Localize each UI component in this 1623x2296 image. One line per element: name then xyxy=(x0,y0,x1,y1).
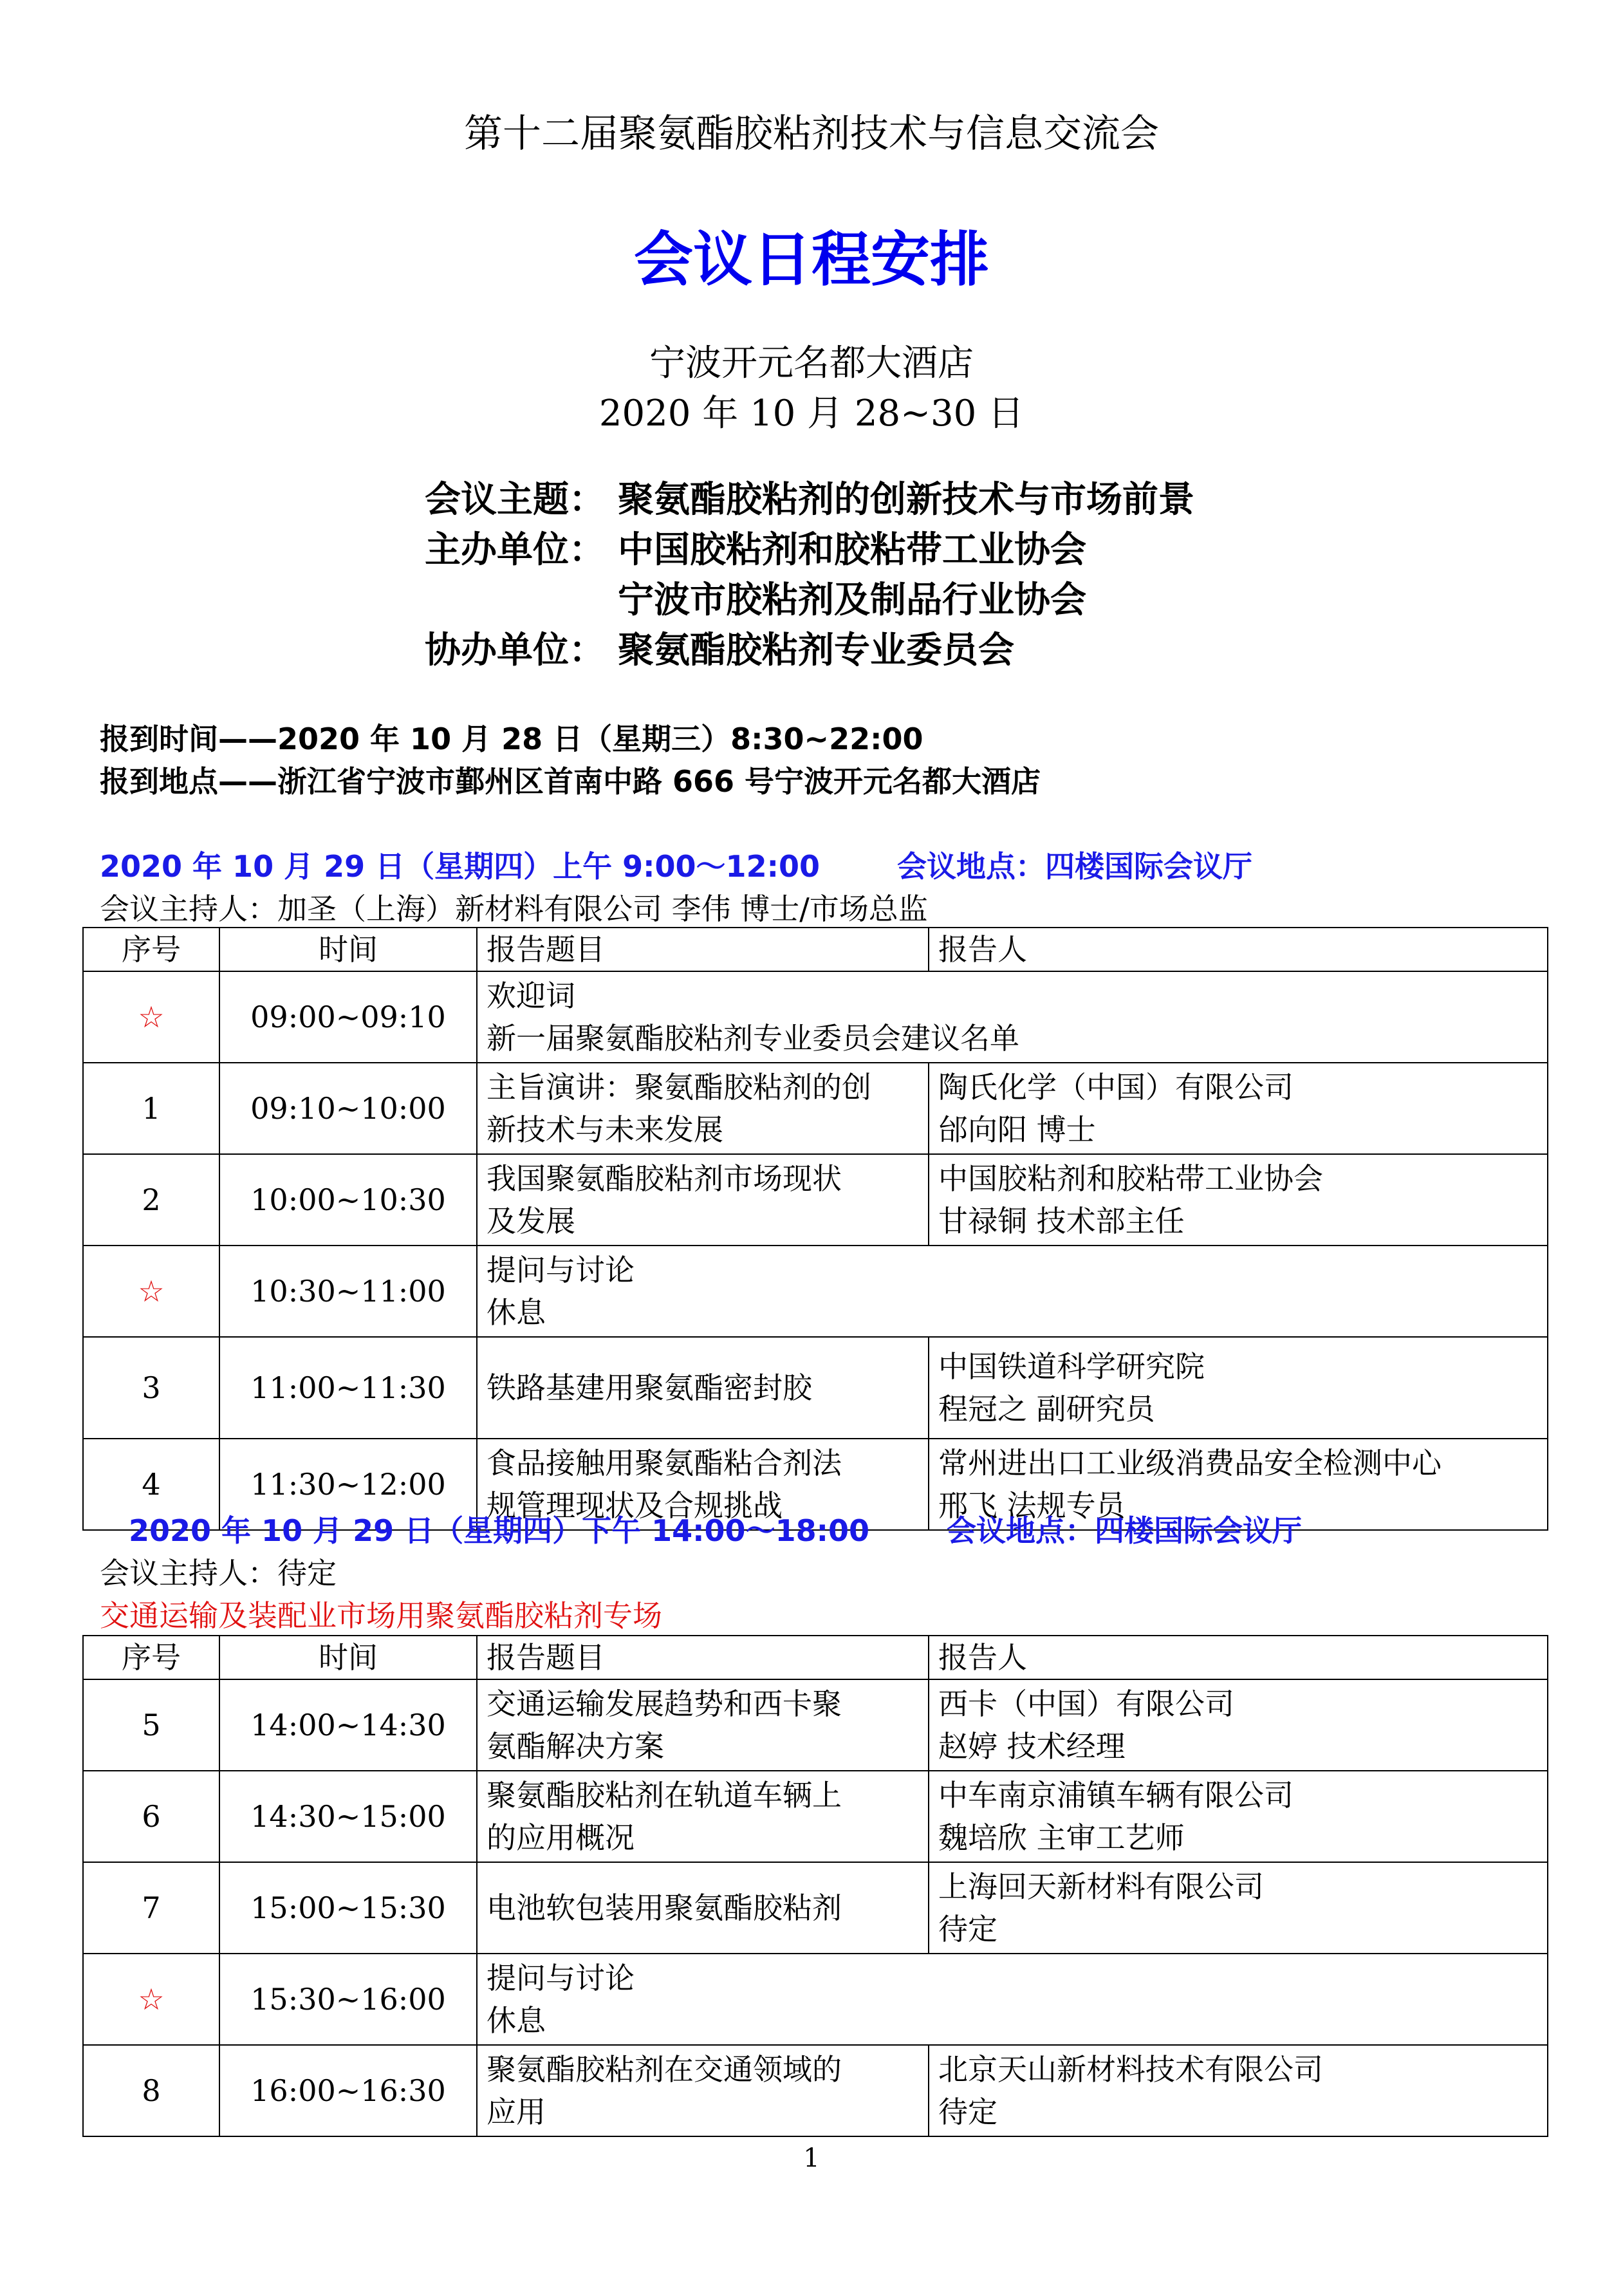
row-time: 15:00~15:30 xyxy=(219,1862,477,1954)
session2-date: 2020 年 10 月 29 日（星期四）下午 14:00～18:00 xyxy=(129,1513,869,1548)
theme-line xyxy=(425,471,1194,523)
row-topic: 提问与讨论 休息 xyxy=(477,1246,1548,1337)
row-number: 3 xyxy=(83,1337,219,1439)
theme-value: 聚氨酯胶粘剂的创新技术与市场前景 xyxy=(618,479,1194,521)
star-icon: ☆ xyxy=(83,1246,219,1337)
row-topic: 我国聚氨酯胶粘剂市场现状 及发展 xyxy=(477,1154,929,1246)
table-row xyxy=(83,2045,1548,2136)
row-time: 11:30~12:00 xyxy=(219,1439,477,1530)
row-number: 5 xyxy=(83,1679,219,1771)
row-number: 4 xyxy=(83,1439,219,1530)
row-time: 14:30~15:00 xyxy=(219,1771,477,1862)
row-topic: 铁路基建用聚氨酯密封胶 xyxy=(477,1337,929,1439)
row-number: 7 xyxy=(83,1862,219,1954)
row-topic: 聚氨酯胶粘剂在交通领域的 应用 xyxy=(477,2045,929,2136)
table-header-row xyxy=(83,1636,1548,1679)
session1-heading xyxy=(100,843,1252,886)
row-topic: 电池软包装用聚氨酯胶粘剂 xyxy=(477,1862,929,1954)
venue: 宁波开元名都大酒店 xyxy=(649,342,974,384)
coorganizer-label: 协办单位： xyxy=(425,630,605,671)
table-row xyxy=(83,1679,1548,1771)
organizer-value-1: 中国胶粘剂和胶粘带工业协会 xyxy=(618,529,1086,571)
conference-dates: 2020 年 10 月 28~30 日 xyxy=(598,393,1025,434)
row-topic: 交通运输发展趋势和西卡聚 氨酯解决方案 xyxy=(477,1679,929,1771)
row-number: 1 xyxy=(83,1063,219,1154)
table-row xyxy=(83,1337,1548,1439)
col-time-header: 时间 xyxy=(219,928,477,971)
row-time: 14:00~14:30 xyxy=(219,1679,477,1771)
table-row xyxy=(83,1154,1548,1246)
col-topic-header: 报告题目 xyxy=(477,1636,929,1679)
col-num-header: 序号 xyxy=(83,928,219,971)
registration-time: 报到时间——2020 年 10 月 28 日（星期三）8:30~22:00 xyxy=(100,722,923,756)
organizer-value-2: 宁波市胶粘剂及制品行业协会 xyxy=(618,579,1086,621)
table-header-row xyxy=(83,928,1548,971)
row-speaker: 北京天山新材料技术有限公司 待定 xyxy=(929,2045,1548,2136)
row-time: 11:00~11:30 xyxy=(219,1337,477,1439)
row-number: 6 xyxy=(83,1771,219,1862)
star-icon: ☆ xyxy=(83,971,219,1063)
col-speaker-header: 报告人 xyxy=(929,928,1548,971)
organizer-label: 主办单位： xyxy=(425,529,605,571)
page-number: 1 xyxy=(803,2143,820,2173)
session2-location: 会议地点：四楼国际会议厅 xyxy=(947,1513,1302,1548)
conference-title: 第十二届聚氨酯胶粘剂技术与信息交流会 xyxy=(464,111,1159,156)
schedule-title: 会议日程安排 xyxy=(633,225,989,294)
row-speaker: 上海回天新材料有限公司 待定 xyxy=(929,1862,1548,1954)
row-speaker: 陶氏化学（中国）有限公司 邰向阳 博士 xyxy=(929,1063,1548,1154)
row-time: 09:10~10:00 xyxy=(219,1063,477,1154)
organizer-line xyxy=(425,521,1086,573)
table-row xyxy=(83,1063,1548,1154)
session2-host: 会议主持人：待定 xyxy=(100,1556,337,1591)
star-icon: ☆ xyxy=(83,1954,219,2045)
table-row xyxy=(83,1862,1548,1954)
table-row xyxy=(83,1954,1548,2045)
table-row xyxy=(83,1246,1548,1337)
row-speaker: 西卡（中国）有限公司 赵婷 技术经理 xyxy=(929,1679,1548,1771)
row-topic: 聚氨酯胶粘剂在轨道车辆上 的应用概况 xyxy=(477,1771,929,1862)
row-time: 16:00~16:30 xyxy=(219,2045,477,2136)
table-row xyxy=(83,1771,1548,1862)
organizer-line-2 xyxy=(425,572,1086,623)
col-speaker-header: 报告人 xyxy=(929,1636,1548,1679)
row-topic: 提问与讨论 休息 xyxy=(477,1954,1548,2045)
col-topic-header: 报告题目 xyxy=(477,928,929,971)
row-number: 8 xyxy=(83,2045,219,2136)
row-topic: 食品接触用聚氨酯粘合剂法 规管理现状及合规挑战 xyxy=(477,1439,929,1530)
coorganizer-line xyxy=(425,622,1014,673)
session2-track: 交通运输及装配业市场用聚氨酯胶粘剂专场 xyxy=(100,1598,662,1633)
row-speaker: 常州进出口工业级消费品安全检测中心 邢飞 法规专员 xyxy=(929,1439,1548,1530)
session1-date: 2020 年 10 月 29 日（星期四）上午 9:00～12:00 xyxy=(100,849,820,884)
row-speaker: 中国胶粘剂和胶粘带工业协会 甘禄铜 技术部主任 xyxy=(929,1154,1548,1246)
row-topic: 欢迎词 新一届聚氨酯胶粘剂专业委员会建议名单 xyxy=(477,971,1548,1063)
row-time: 10:00~10:30 xyxy=(219,1154,477,1246)
row-number: 2 xyxy=(83,1154,219,1246)
col-time-header: 时间 xyxy=(219,1636,477,1679)
row-speaker: 中国铁道科学研究院 程冠之 副研究员 xyxy=(929,1337,1548,1439)
coorganizer-value: 聚氨酯胶粘剂专业委员会 xyxy=(618,630,1014,671)
registration-place: 报到地点——浙江省宁波市鄞州区首南中路 666 号宁波开元名都大酒店 xyxy=(100,764,1041,799)
theme-label: 会议主题： xyxy=(425,479,605,521)
session1-location: 会议地点：四楼国际会议厅 xyxy=(896,849,1252,884)
row-time: 10:30~11:00 xyxy=(219,1246,477,1337)
session1-host: 会议主持人：加圣（上海）新材料有限公司 李伟 博士/市场总监 xyxy=(100,891,928,926)
session2-table xyxy=(82,1635,1548,2137)
session2-heading xyxy=(129,1507,1302,1550)
row-time: 15:30~16:00 xyxy=(219,1954,477,2045)
row-speaker: 中车南京浦镇车辆有限公司 魏培欣 主审工艺师 xyxy=(929,1771,1548,1862)
table-row xyxy=(83,971,1548,1063)
row-topic: 主旨演讲：聚氨酯胶粘剂的创 新技术与未来发展 xyxy=(477,1063,929,1154)
row-time: 09:00~09:10 xyxy=(219,971,477,1063)
col-num-header: 序号 xyxy=(83,1636,219,1679)
session1-table xyxy=(82,927,1548,1531)
